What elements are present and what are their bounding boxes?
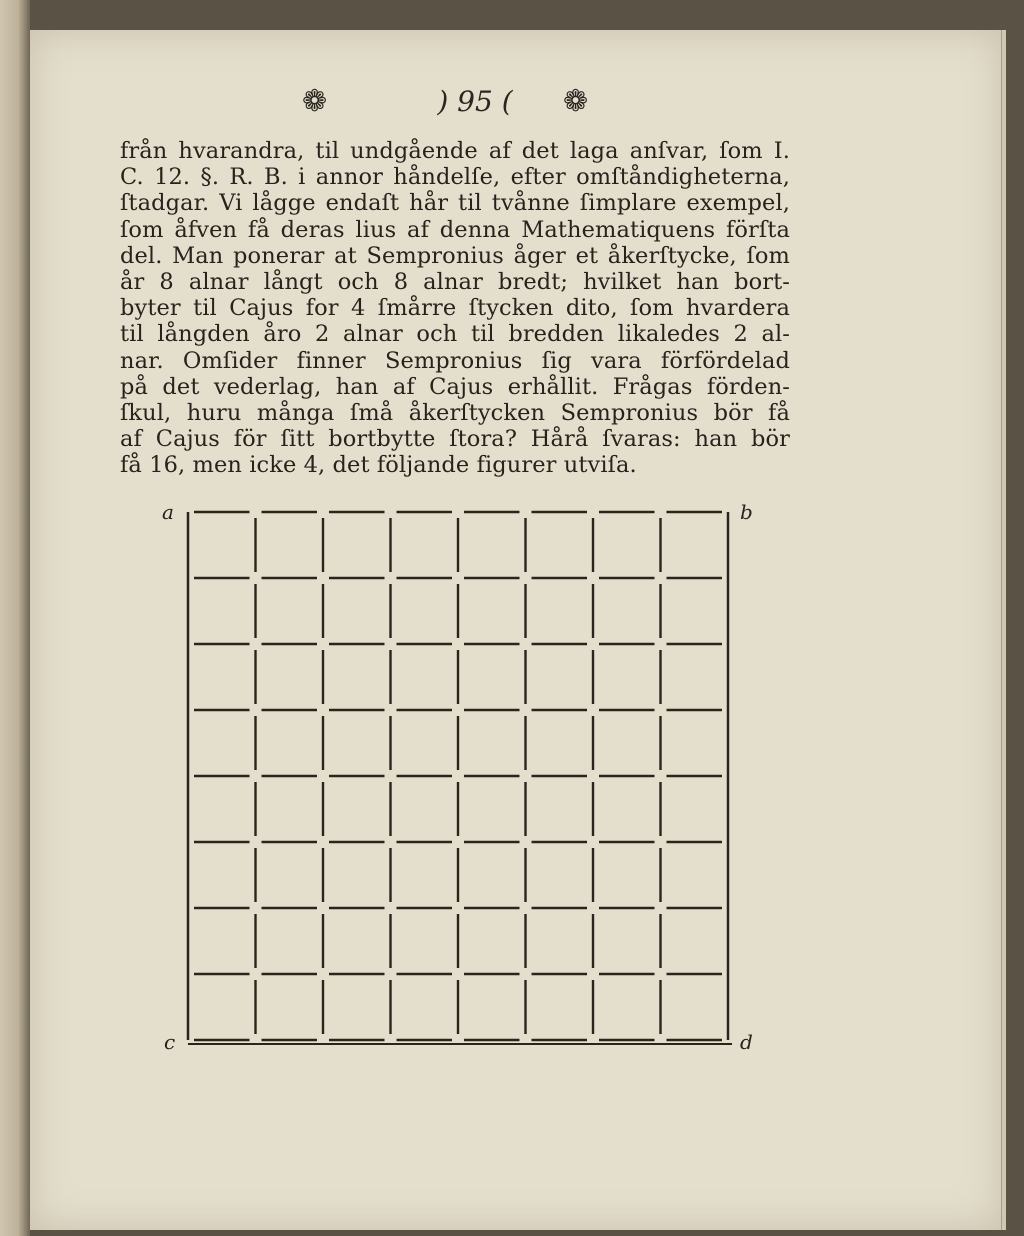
page-edge-right (1001, 30, 1006, 1230)
text-line: få 16, men icke 4, det följande figurer utviſa. (120, 452, 637, 479)
text-line: år 8 alnar långt och 8 alnar bredt; hvilket han bort- (120, 268, 790, 295)
corner-label-d: d (740, 1030, 753, 1054)
text-line: ſtadgar. Vi lågge endaſt hår til tvånne ſimplare exempel, (120, 190, 790, 217)
corner-label-b: b (740, 500, 753, 524)
field-division-figure (150, 500, 770, 1060)
flower-ornament-icon: ❁ (302, 84, 328, 119)
text-line: ſkul, huru många ſmå åkerſtycken Sempronius bör få (120, 399, 790, 426)
page-number: ) 95 ( (437, 85, 513, 118)
text-line: byter til Cajus for 4 ſmårre ſtycken dito, ſom hvardera (120, 295, 790, 322)
corner-label-c: c (164, 1030, 176, 1054)
body-paragraph (120, 138, 790, 478)
text-line: C. 12. §. R. B. i annor håndelſe, efter omſtåndigheterna, (120, 164, 790, 191)
text-line: til långden åro 2 alnar och til bredden likaledes 2 al- (120, 321, 790, 348)
flower-ornament-icon: ❁ (563, 84, 589, 119)
text-line: från hvarandra, til undgående af det laga anſvar, ſom I. (120, 138, 790, 164)
text-line: del. Man ponerar at Sempronius åger et åkerſtycke, ſom (120, 242, 790, 269)
text-line: af Cajus för ſitt bortbytte ſtora? Hårå ſvaras: han bör (120, 426, 790, 453)
grid-diagram (150, 500, 770, 1060)
text-line: nar. Omſider finner Sempronius ſig vara förfördelad (120, 347, 790, 374)
text-line: ſom åfven få deras lius af denna Mathematiquens förſta (120, 216, 790, 243)
page-header (0, 82, 1024, 122)
left-page-edge (0, 0, 30, 1236)
text-line: på det vederlag, han af Cajus erhållit. Frågas förden- (120, 373, 790, 400)
corner-label-a: a (162, 500, 174, 524)
